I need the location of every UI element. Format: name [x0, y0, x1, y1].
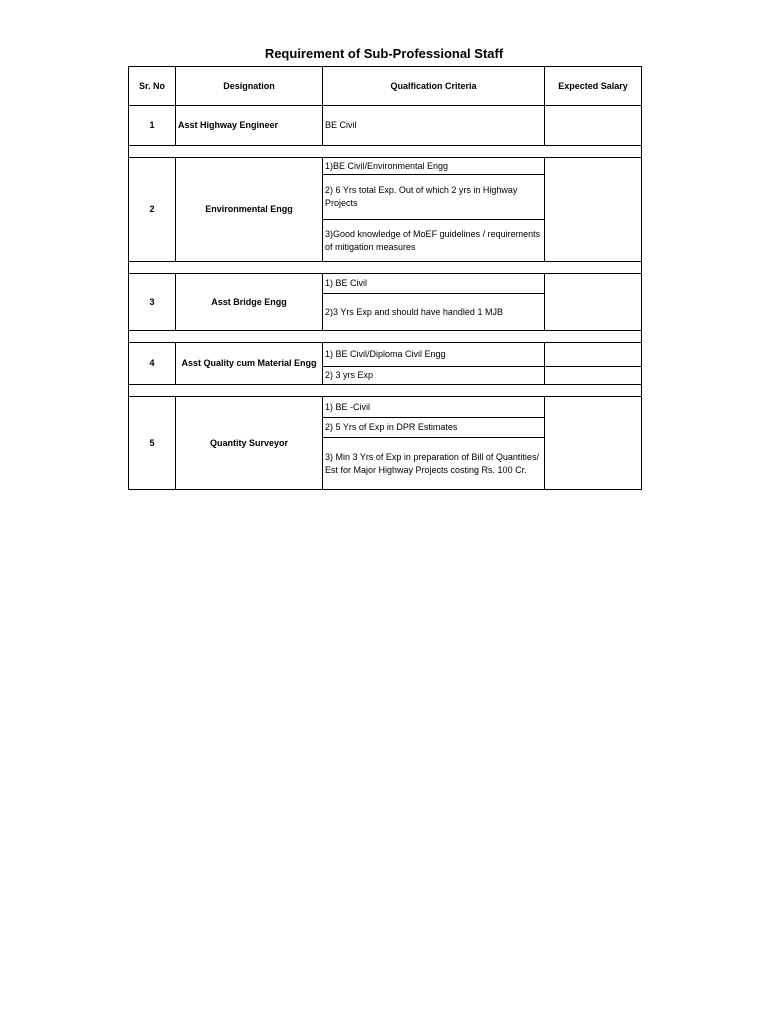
spacer-row	[129, 262, 642, 274]
staff-requirement-table	[128, 66, 642, 490]
header-sr-no: Sr. No	[129, 67, 176, 106]
designation-cell: Quantity Surveyor	[176, 397, 323, 490]
criteria-cell: BE Civil	[323, 106, 545, 146]
criteria-cell: 1)BE Civil/Environmental Engg	[323, 158, 545, 175]
table-row	[129, 397, 642, 418]
designation-cell: Asst Bridge Engg	[176, 274, 323, 331]
criteria-cell: 1) BE -Civil	[323, 397, 545, 418]
spacer-row	[129, 146, 642, 158]
criteria-cell: 2)3 Yrs Exp and should have handled 1 MJB	[323, 294, 545, 331]
table-row	[129, 274, 642, 294]
designation-cell: Asst Highway Engineer	[176, 106, 323, 146]
header-criteria: Qualfication Criteria	[323, 67, 545, 106]
salary-cell[interactable]	[545, 343, 642, 367]
salary-cell[interactable]	[545, 397, 642, 490]
sr-no-cell: 5	[129, 397, 176, 490]
designation-cell: Asst Quality cum Material Engg	[176, 343, 323, 385]
designation-cell: Environmental Engg	[176, 158, 323, 262]
table-row	[129, 158, 642, 175]
page-title: Requirement of Sub-Professional Staff	[264, 46, 504, 61]
criteria-cell: 2) 5 Yrs of Exp in DPR Estimates	[323, 418, 545, 438]
salary-cell[interactable]	[545, 274, 642, 331]
sr-no-cell: 4	[129, 343, 176, 385]
salary-cell[interactable]	[545, 158, 642, 262]
criteria-cell: 3)Good knowledge of MoEF guidelines / requirements of mitigation measures	[323, 220, 545, 262]
sr-no-cell: 2	[129, 158, 176, 262]
criteria-cell: 2) 6 Yrs total Exp. Out of which 2 yrs in Highway Projects	[323, 175, 545, 220]
criteria-cell: 2) 3 yrs Exp	[323, 367, 545, 385]
header-row	[129, 67, 642, 106]
sr-no-cell: 1	[129, 106, 176, 146]
header-salary: Expected Salary	[545, 67, 642, 106]
header-designation: Designation	[176, 67, 323, 106]
table-row	[129, 106, 642, 146]
salary-cell[interactable]	[545, 106, 642, 146]
criteria-cell: 1) BE Civil/Diploma Civil Engg	[323, 343, 545, 367]
spacer-row	[129, 385, 642, 397]
spacer-row	[129, 331, 642, 343]
criteria-cell: 3) Min 3 Yrs of Exp in preparation of Bill of Quantities/ Est for Major Highway Projects costing Rs. 100 Cr.	[323, 438, 545, 490]
criteria-cell: 1) BE Civil	[323, 274, 545, 294]
table-row	[129, 343, 642, 367]
salary-cell[interactable]	[545, 367, 642, 385]
sr-no-cell: 3	[129, 274, 176, 331]
